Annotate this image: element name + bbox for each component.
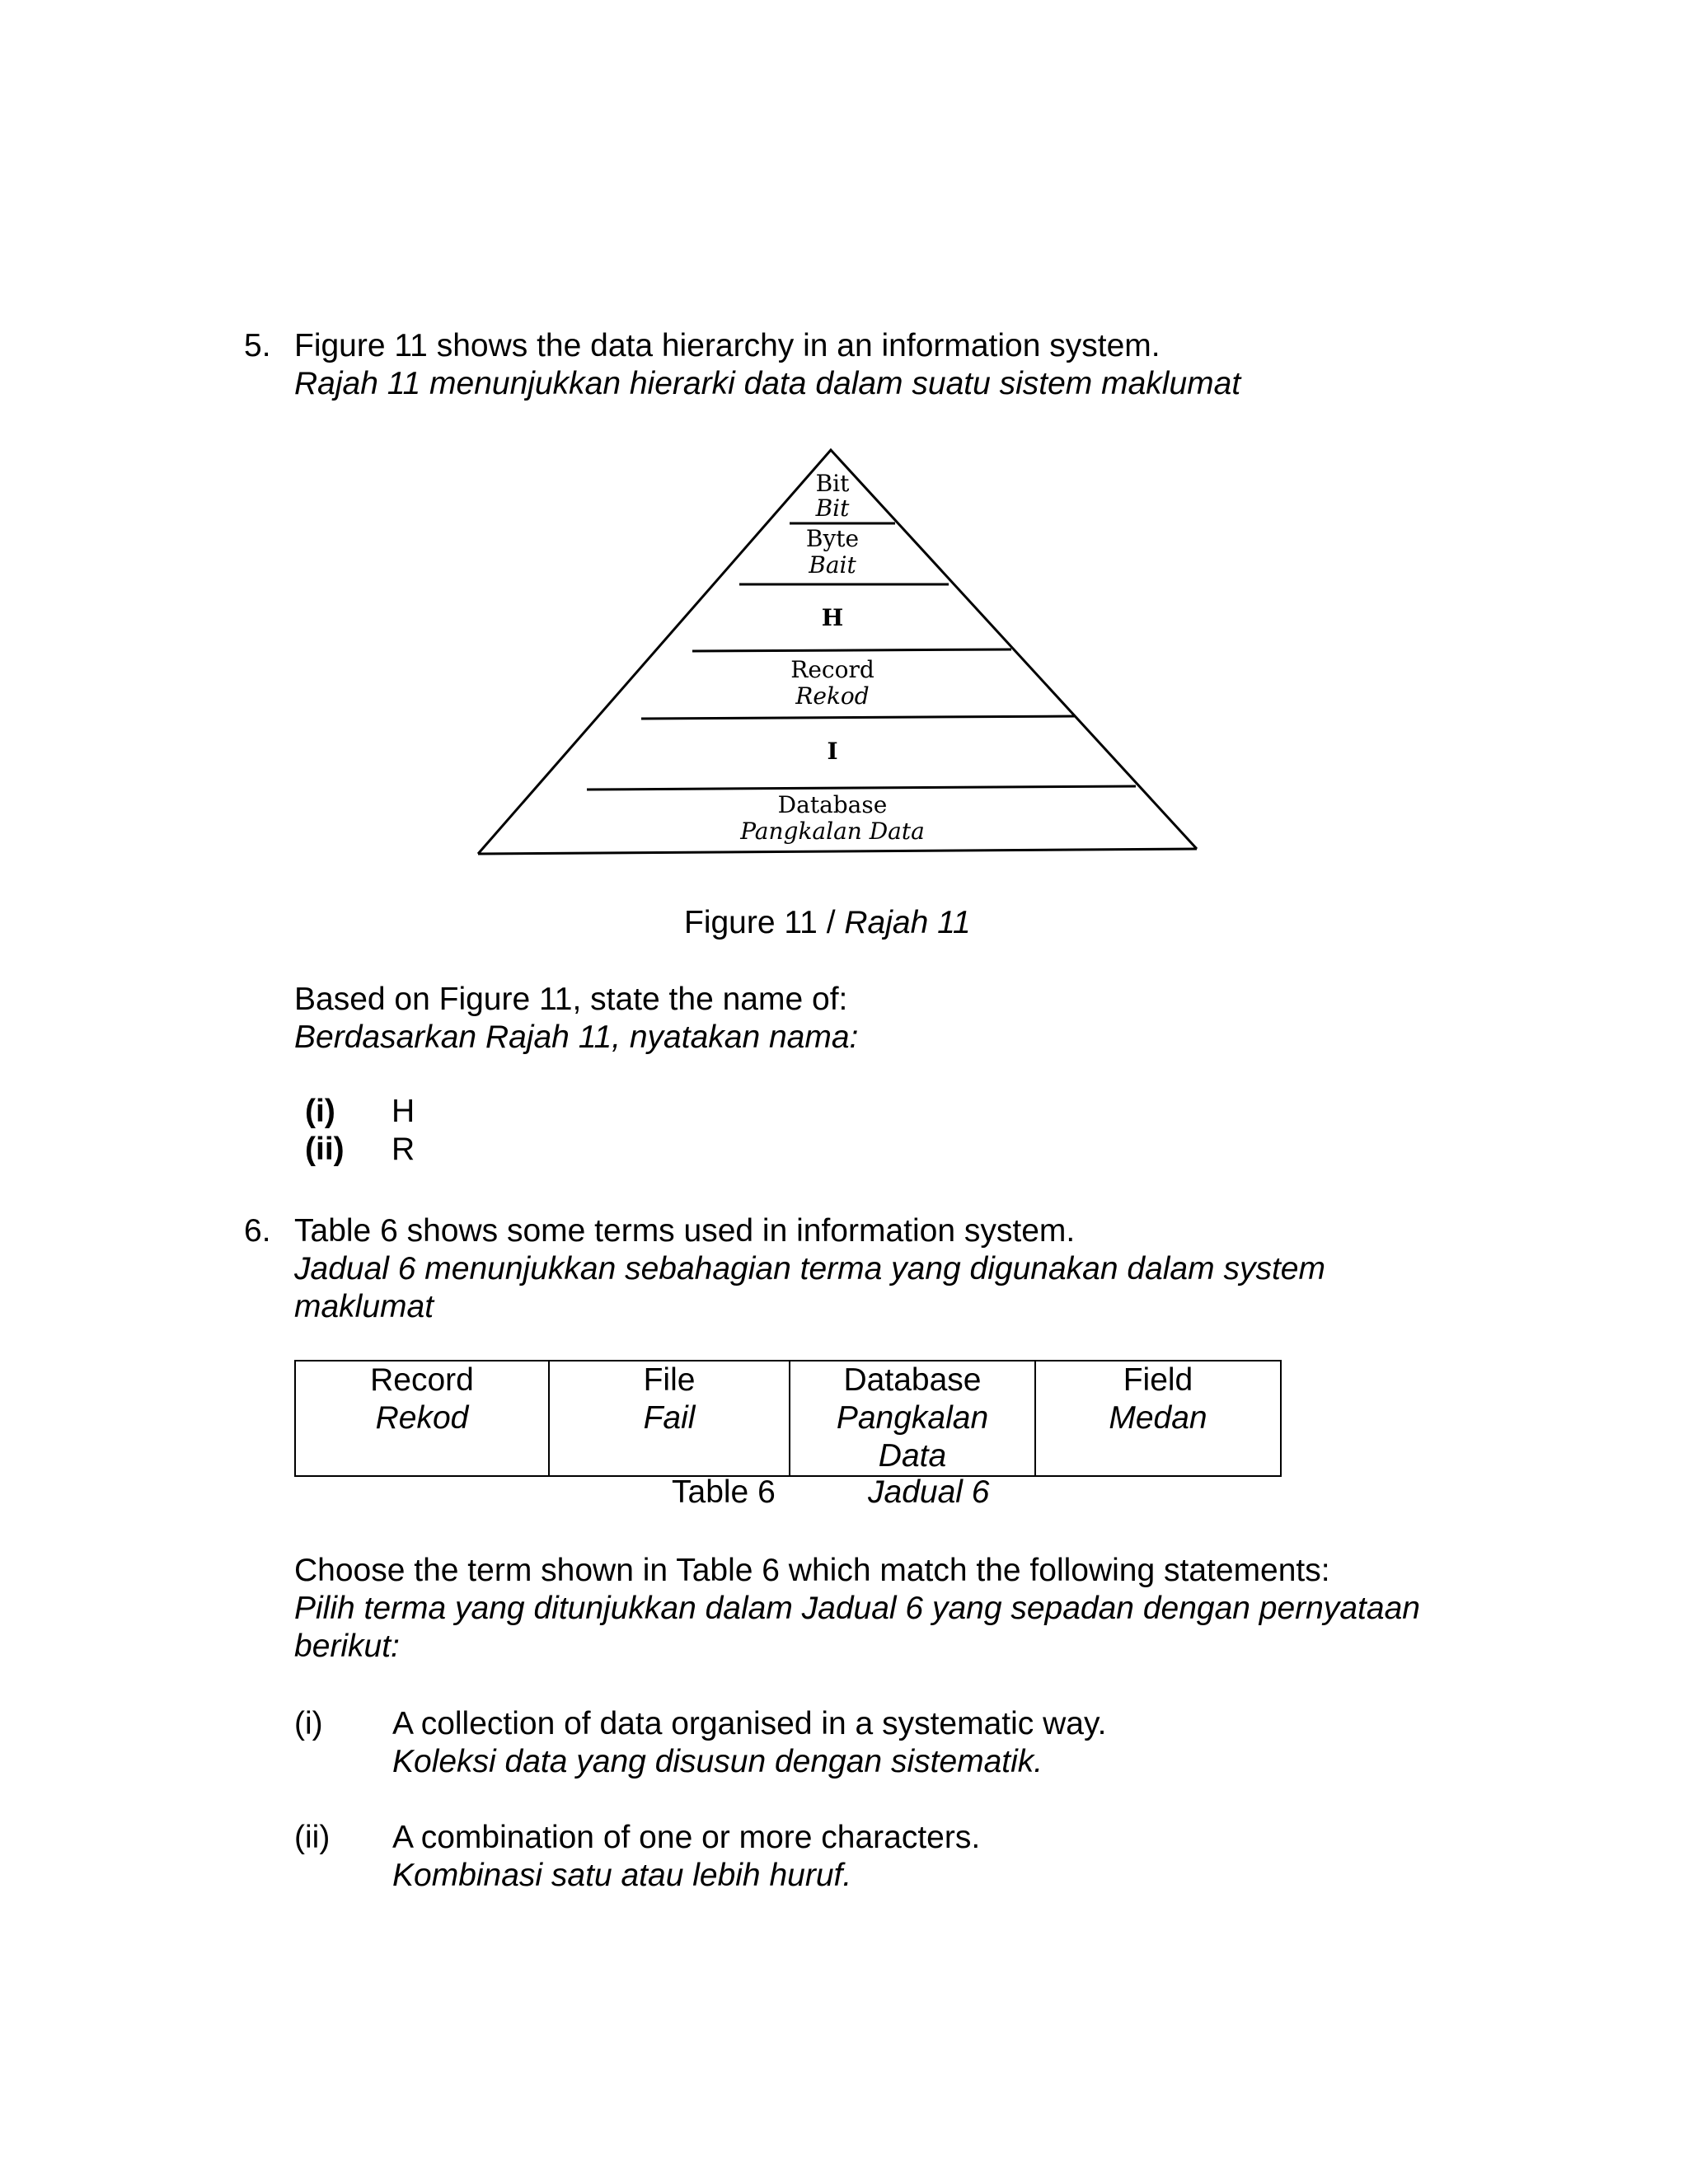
q6-part-ii-en: A combination of one or more characters.: [392, 1820, 981, 1855]
q6-part-ii-label: (ii): [294, 1820, 331, 1855]
pyramid-level-6-en: Database: [777, 791, 888, 818]
pyramid-level-1-en: Bit: [815, 470, 850, 497]
pyramid-level-4-ms: Rekod: [795, 682, 870, 710]
q5-intro-en: Figure 11 shows the data hierarchy in an information system.: [294, 328, 1160, 363]
q6-prompt-en: Choose the term shown in Table 6 which match the following statements:: [294, 1553, 1330, 1588]
figure-caption: [684, 903, 971, 942]
q5-prompt-en: Based on Figure 11, state the name of:: [294, 982, 848, 1017]
cell-en: Database: [843, 1362, 982, 1398]
q5-intro-ms: Rajah 11 menunjukkan hierarki data dalam suatu sistem maklumat: [294, 366, 1241, 401]
table-cell: [790, 1361, 1035, 1476]
cell-en: File: [643, 1362, 696, 1398]
table-cell: [1035, 1361, 1281, 1476]
pyramid-level-1-ms: Bit: [815, 494, 850, 522]
cell-en: Record: [370, 1362, 474, 1398]
table-cell: [295, 1361, 549, 1476]
q6-part-ii-ms: Kombinasi satu atau lebih huruf.: [392, 1858, 852, 1893]
cell-ms: Pangkalan: [836, 1400, 989, 1436]
figure-caption-en: Figure 11 /: [684, 905, 845, 940]
cell-ms: Medan: [1109, 1400, 1207, 1436]
q5-part-i-text: H: [392, 1094, 415, 1129]
pyramid-level-2-ms: Bait: [809, 551, 856, 579]
q6-intro-en: Table 6 shows some terms used in information system.: [294, 1213, 1076, 1249]
q6-intro-ms-line1: Jadual 6 menunjukkan sebahagian terma yang digunakan dalam system: [294, 1251, 1325, 1286]
q6-part-i-label: (i): [294, 1706, 323, 1741]
table-caption-en: Table 6: [672, 1474, 776, 1510]
cell-en: Field: [1123, 1362, 1193, 1398]
pyramid-level-5-en: I: [827, 738, 838, 765]
q5-part-ii-label: (ii): [305, 1132, 345, 1167]
pyramid-level-4-en: Record: [790, 656, 874, 683]
q6-number: 6.: [244, 1213, 271, 1249]
figure-caption-ms: Rajah 11: [844, 905, 971, 940]
q6-prompt-ms-line1: Pilih terma yang ditunjukkan dalam Jadual 6 yang sepadan dengan pernyataan: [294, 1591, 1420, 1626]
pyramid-level-3-en: H: [821, 604, 844, 631]
table-row: [295, 1361, 1281, 1476]
q5-part-i-label: (i): [305, 1094, 335, 1129]
cell-ms-line2: Data: [878, 1438, 947, 1474]
cell-ms: Fail: [643, 1400, 696, 1436]
q6-part-i-en: A collection of data organised in a systematic way.: [392, 1706, 1107, 1741]
q5-part-ii-text: R: [392, 1132, 415, 1167]
terms-table: [294, 1360, 1282, 1477]
q6-part-i-ms: Koleksi data yang disusun dengan sistematik.: [392, 1744, 1043, 1779]
cell-ms: Rekod: [375, 1400, 469, 1436]
pyramid-level-6-ms: Pangkalan Data: [740, 818, 925, 845]
q6-prompt-ms-line2: berikut:: [294, 1629, 400, 1664]
pyramid-level-2-en: Byte: [805, 525, 860, 552]
q6-intro-ms-line2: maklumat: [294, 1289, 434, 1324]
table-caption-ms: Jadual 6: [868, 1474, 990, 1510]
q5-number: 5.: [244, 328, 271, 363]
data-hierarchy-pyramid: [470, 445, 1220, 865]
table-cell: [549, 1361, 790, 1476]
q5-prompt-ms: Berdasarkan Rajah 11, nyatakan nama:: [294, 1019, 859, 1055]
